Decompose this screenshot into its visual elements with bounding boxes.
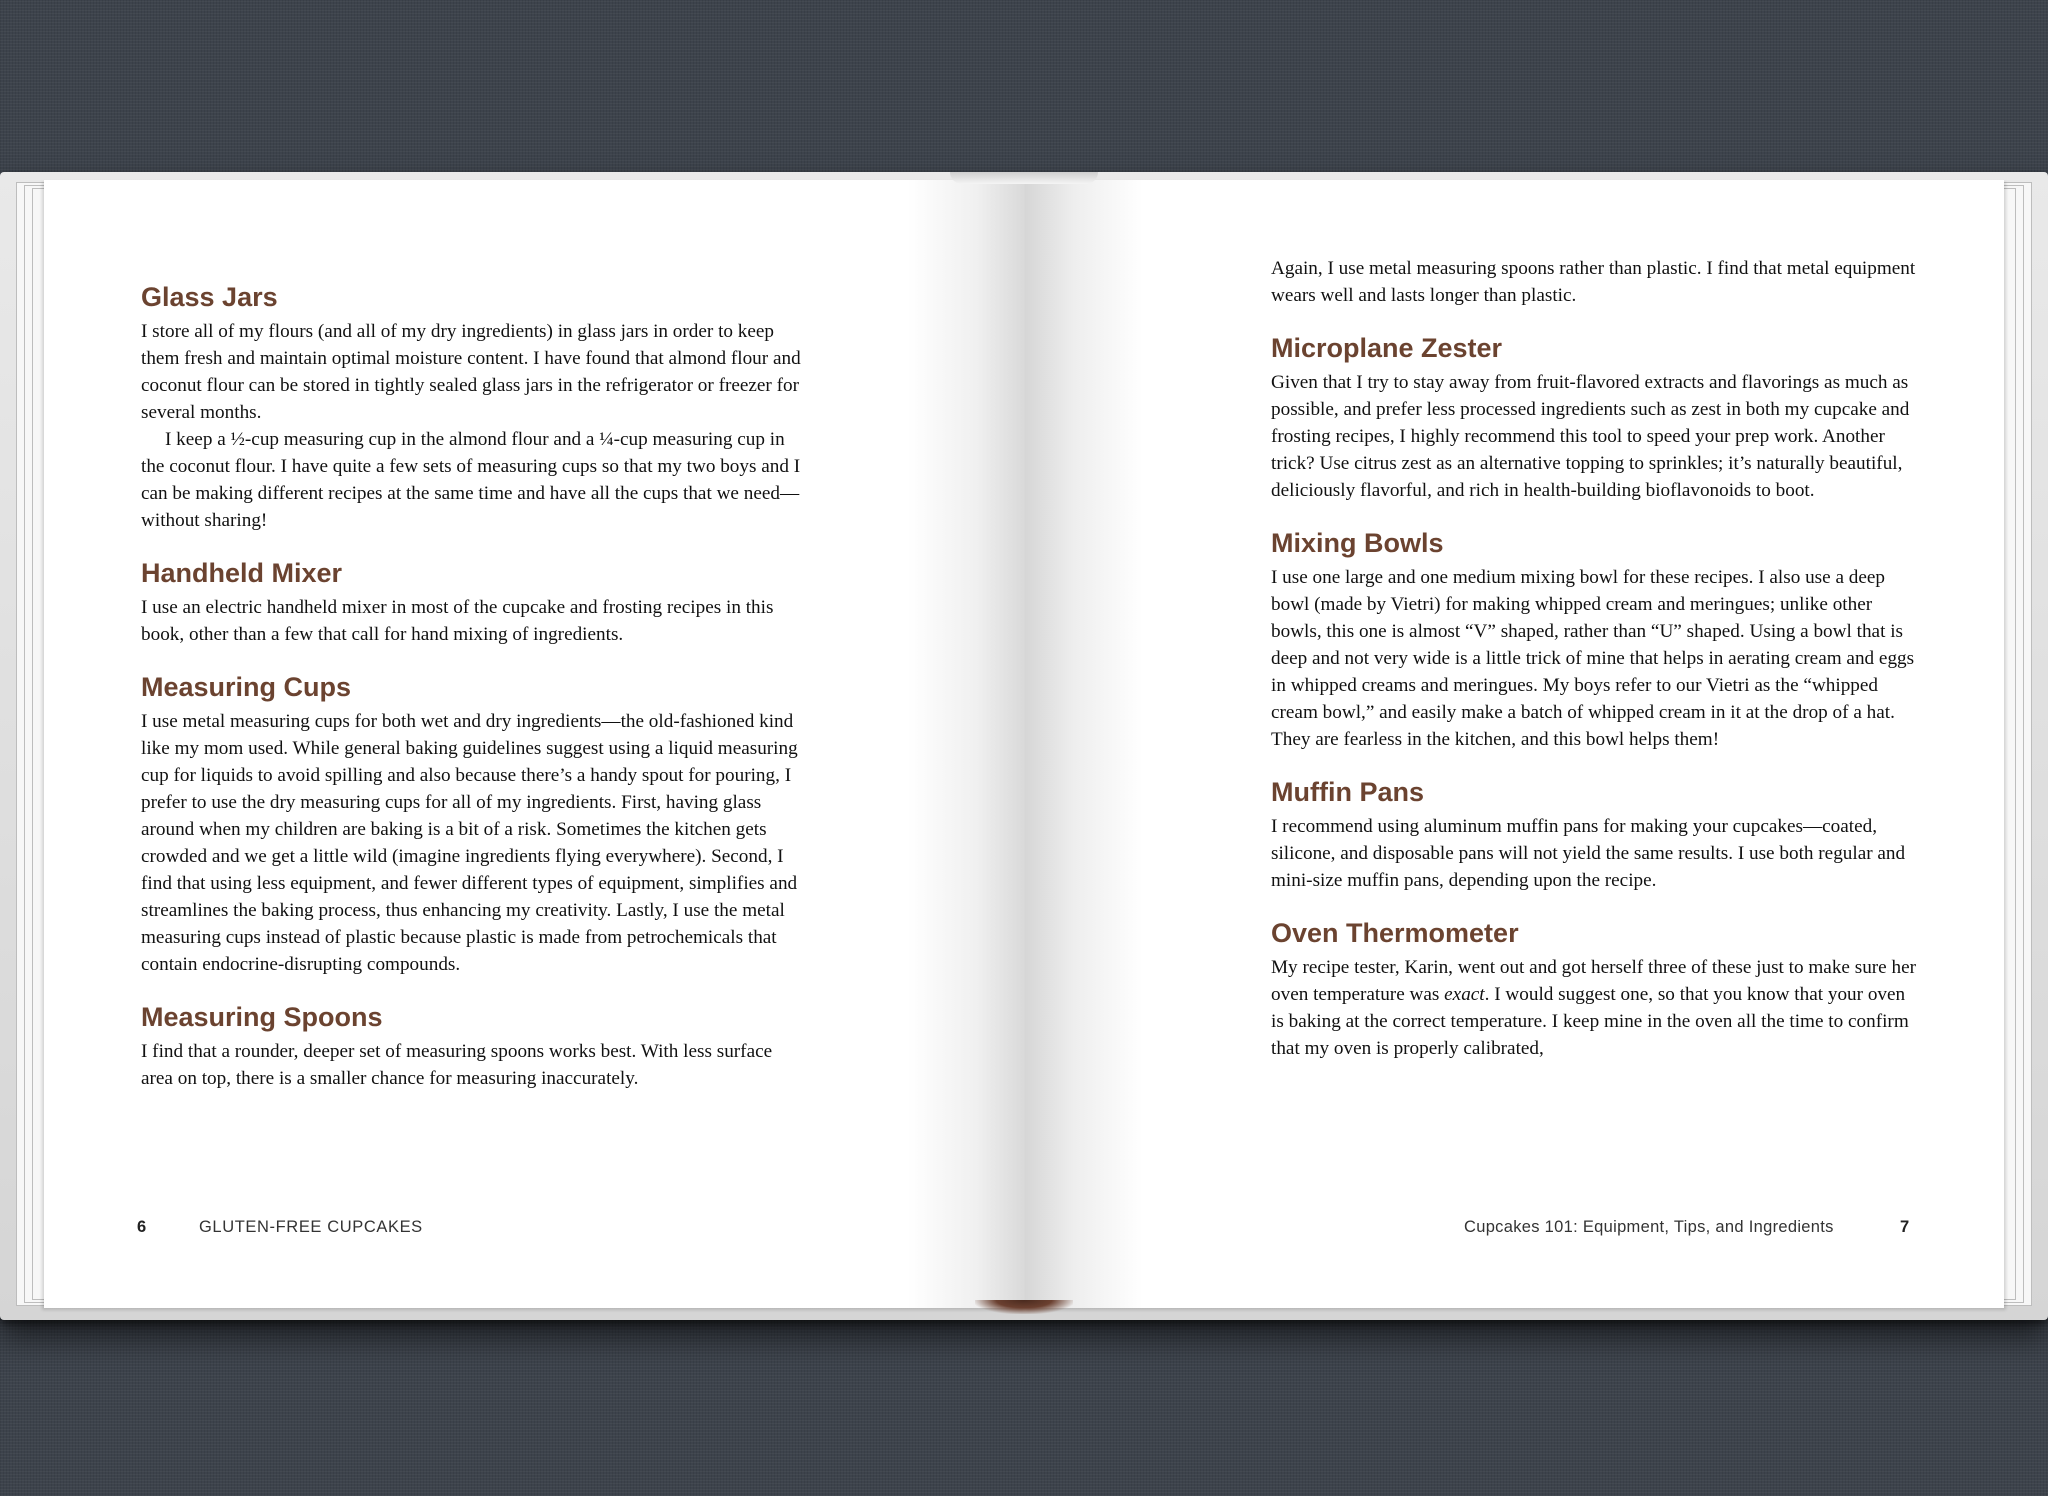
paragraph-text: My recipe tester, Karin, went out and got herself three of these just to make sure her oven temperature was — [1271, 957, 1916, 1005]
section-heading: Mixing Bowls — [1271, 528, 1444, 558]
section-heading: Measuring Spoons — [141, 1002, 383, 1032]
section-muffin-pans — [1271, 775, 1916, 894]
right-page-text — [1271, 255, 1916, 1084]
section-heading: Handheld Mixer — [141, 558, 343, 588]
emphasized-text: exact — [1444, 984, 1485, 1005]
paragraph: I use one large and one medium mixing bowl for these recipes. I also use a deep bowl (made by Vietri) for making whipped cream and meringues; unlike other bowls, this one is almost “V” shaped, rather than “U” shaped. Using a bowl that is deep and not very wide is a little trick of mine that helps in aerating cream and eggs in whipped creams and meringues. My boys refer to our Vietri as the “whipped cream bowl,” and easily make a batch of whipped cream in it at the drop of a hat. They are fearless in the kitchen, and this bowl helps them! — [1271, 567, 1915, 750]
book-spine-top — [950, 172, 1098, 184]
bookmark-ribbon — [975, 1300, 1073, 1314]
running-title-right: Cupcakes 101: Equipment, Tips, and Ingredients — [1464, 1218, 1834, 1236]
paragraph: I keep a ½-cup measuring cup in the almond flour and a ¼-cup measuring cup in the coconut flour. I have quite a few sets of measuring cups so that my two boys and I can be making different recipes at the same time and have all the cups that we need—without sharing! — [141, 429, 801, 531]
section-measuring-spoons — [141, 1000, 806, 1092]
section-heading: Glass Jars — [141, 282, 278, 312]
section-heading: Muffin Pans — [1271, 777, 1424, 807]
running-title-left: GLUTEN-FREE CUPCAKES — [199, 1218, 423, 1236]
paragraph: I find that a rounder, deeper set of measuring spoons works best. With less surface area on top, there is a smaller chance for measuring inaccurately. — [141, 1041, 773, 1089]
paragraph — [1271, 954, 1916, 1062]
paragraph: I store all of my flours (and all of my dry ingredients) in glass jars in order to keep them fresh and maintain optimal moisture content. I have found that almond flour and coconut flour can be stored in tightly sealed glass jars in the refrigerator or freezer for several months. — [141, 321, 801, 423]
left-page-text — [141, 280, 806, 1114]
paragraph: Given that I try to stay away from fruit-flavored extracts and flavorings as much as possible, and prefer less processed ingredients such as zest in both my cupcake and frosting recipes, I highly recommend this tool to speed your prep work. Another trick? Use citrus zest as an alternative topping to sprinkles; it’s naturally beautiful, deliciously flavorful, and rich in health-building bioflavonoids to boot. — [1271, 372, 1910, 501]
page-number-right: 7 — [1900, 1218, 1910, 1236]
section-heading: Microplane Zester — [1271, 333, 1503, 363]
paragraph: Again, I use metal measuring spoons rather than plastic. I find that metal equipment wears well and lasts longer than plastic. — [1271, 258, 1916, 306]
section-measuring-cups — [141, 670, 806, 978]
paragraph-text: . I would suggest one, so that you know that your oven is baking at the correct temperature. I keep mine in the oven all the time to confirm that my oven is properly calibrated, — [1271, 984, 1909, 1059]
section-heading: Measuring Cups — [141, 672, 352, 702]
paragraph: I recommend using aluminum muffin pans for making your cupcakes—coated, silicone, and disposable pans will not yield the same results. I use both regular and mini-size muffin pans, depending upon the recipe. — [1271, 816, 1906, 891]
section-heading: Oven Thermometer — [1271, 918, 1519, 948]
page-number-left: 6 — [137, 1218, 147, 1236]
section-handheld-mixer — [141, 556, 806, 648]
section-oven-thermometer — [1271, 916, 1916, 1062]
section-glass-jars — [141, 280, 806, 534]
section-intro — [1271, 255, 1916, 309]
paragraph: I use metal measuring cups for both wet and dry ingredients—the old-fashioned kind like my mom used. While general baking guidelines suggest using a liquid measuring cup for liquids to avoid spilling and also because there’s a handy spout for pouring, I prefer to use the dry measuring cups for all of my ingredients. First, having glass around when my children are baking is a bit of a risk. Sometimes the kitchen gets crowded and we get a little wild (imagine ingredients flying everywhere). Second, I find that using less equipment, and fewer different types of equipment, simplifies and streamlines the baking process, thus enhancing my creativity. Lastly, I use the metal measuring cups instead of plastic because plastic is made from petrochemicals that contain endocrine-disrupting compounds. — [141, 711, 798, 975]
section-mixing-bowls — [1271, 526, 1916, 753]
section-microplane-zester — [1271, 331, 1916, 504]
paragraph: I use an electric handheld mixer in most of the cupcake and frosting recipes in this book, other than a few that call for hand mixing of ingredients. — [141, 597, 774, 645]
